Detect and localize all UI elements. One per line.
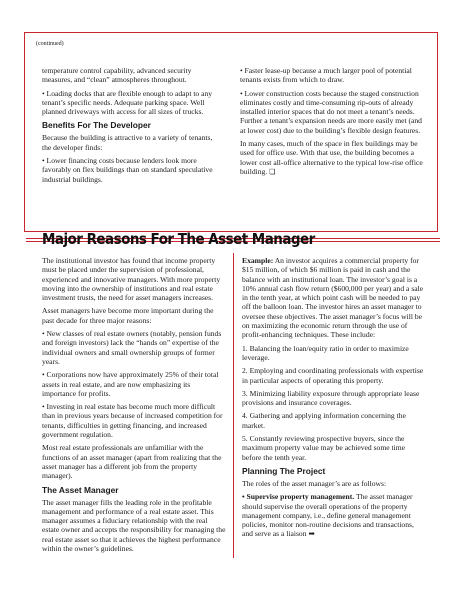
paragraph-text: An investor acquires a commercial property for $15 million, of which $6 million is paid in cash and the balance with an institutional loan. The investor’s goal is a 10% annual cash flow return ($600,000 per year) and a sale in the tenth year, at which point cash will be needed to pay off the balloon loan. The investor hires an asset manager to oversee these objectives. The asset manager’s focus will be on maximizing the economic return through the use of profit-enhancing techniques. These include:	[242, 256, 424, 340]
bullet-item: • Lower construction costs because the staged construction eliminates costly and time-consuming rip-outs of already installed interior spaces that do not meet a tenant’s needs. Further a tenant’s expansion needs are more easily met (and at lower cost) due to the building’s flexible design features.	[240, 88, 422, 135]
bottom-right-column	[242, 256, 426, 543]
paragraph: Asset managers have become more important during the past decade for three major reasons:	[42, 306, 214, 325]
bullet-lead: • Supervise property management.	[242, 492, 355, 502]
example-label: Example:	[242, 256, 274, 265]
bullet-item: • Loading docks that are flexible enough to adapt to any tenant’s specific needs. Adequate parking space. Well planned driveways with access for all sizes of trucks.	[42, 88, 213, 117]
list-item: 4. Gathering and applying information concerning the market.	[242, 411, 406, 430]
section-heading: Planning The Project	[242, 465, 326, 476]
bottom-left-column	[42, 256, 226, 557]
paragraph: The roles of the asset manager’s are as follows:	[242, 478, 387, 488]
bullet-item: • New classes of real estate owners (notably, pension funds and foreign investors) lack the “hands on” expertise of the individual owners and small ownership groups of former years.	[42, 329, 222, 366]
bullet-item: • Lower financing costs because lenders look more favorably on flex buildings than on standard speculative industrial buildings.	[42, 156, 213, 184]
list-item: 5. Constantly reviewing prospective buyers, since the maximum property value may be achieved some time before the tenth year.	[242, 434, 406, 462]
paragraph-text: The asset manager should supervise the overall operations of the property management company, i.e., define general management policies, monitor non-routine decisions and transactions, and serve as a liaison	[242, 492, 414, 539]
paragraph: The institutional investor has found that income property must be placed under the supervision of professional, experienced and innovative managers. With more property moving into the ownership of institutions and real estate investment trusts, the need for asset managers increases.	[42, 256, 221, 303]
continued-label: (continued)	[36, 41, 64, 47]
paragraph: The asset manager fills the leading role in the profitable management and performance of a real estate asset. This manager assumes a fiduciary relationship with the real estate owner and accepts the responsibility for managing the real estate asset so that it achieves the highest performance within the owner’s guidelines.	[42, 497, 226, 554]
top-right-column	[240, 66, 426, 181]
end-of-article-icon: ❏	[269, 167, 276, 176]
paragraph: temperature control capability, advanced security measures, and “clean” atmospheres throughout.	[42, 66, 192, 85]
top-left-column	[42, 66, 220, 188]
list-item: 2. Employing and coordinating professionals with expertise in particular aspects of operating this property.	[242, 366, 424, 385]
continued-arrow-icon: ➡	[308, 529, 315, 539]
list-item: 1. Balancing the loan/equity ratio in order to maximize leverage.	[242, 343, 409, 362]
column-divider	[233, 253, 234, 558]
bullet-item: • Investing in real estate has become much more difficult than in previous years because of increased competition for tenants, difficulties in getting financing, and increased government regulation.	[42, 402, 223, 440]
paragraph	[242, 256, 426, 340]
bullet-item: • Corporations now have approximately 25% of their total assets in real estate, and are now emphasizing its importance for profits.	[42, 370, 219, 398]
paragraph: Most real estate professionals are unfamiliar with the functions of an asset manager (apart from realizing that the asset manager has a different job from the property manager).	[42, 443, 222, 481]
bullet-item: • Faster lease-up because a much larger pool of potential tenants exists from which to draw.	[240, 66, 412, 85]
paragraph: Because the building is attractive to a variety of tenants, the developer finds:	[42, 133, 213, 152]
paragraph-text: In many cases, much of the space in flex buildings may be used for office use. With that use, the building becomes a lower cost all-office alternative to the typical low-rise office building.	[240, 139, 423, 176]
section-heading: Benefits For The Developer	[42, 120, 151, 131]
bullet-item	[242, 492, 426, 538]
section-heading: The Asset Manager	[42, 484, 119, 495]
article-title: Major Reasons For The Asset Manager	[42, 230, 315, 248]
list-item: 3. Minimizing liability exposure through appropriate lease provisions and insurance coverages.	[242, 388, 420, 408]
paragraph	[240, 139, 426, 177]
